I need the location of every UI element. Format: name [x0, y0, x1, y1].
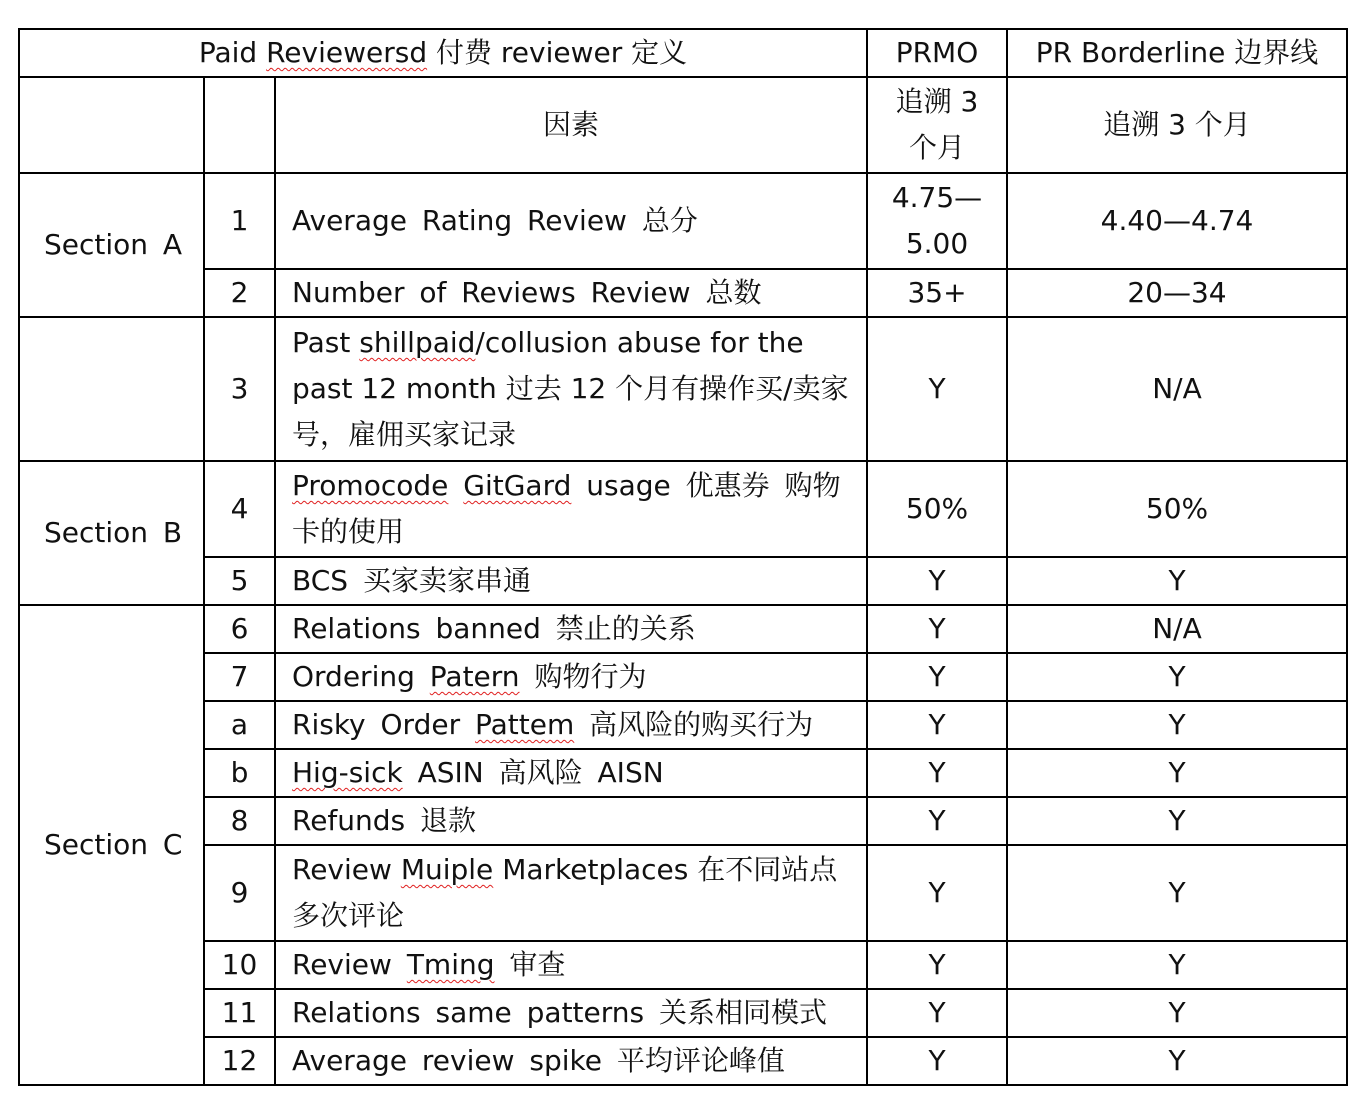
- factor-cell: Average Rating Review 总分: [275, 173, 867, 269]
- row-number: 7: [204, 653, 275, 701]
- section-b-label: Section B: [19, 461, 204, 605]
- factor-text: 审查: [509, 948, 566, 981]
- prmo-value: Y: [867, 557, 1007, 605]
- title-word-paid: Paid: [198, 36, 258, 69]
- header-row: [19, 29, 1347, 77]
- title-word-reviewersd: Reviewersd: [266, 36, 428, 69]
- document-page: [18, 28, 1348, 1086]
- borderline-value: Y: [1007, 653, 1347, 701]
- factor-text: 高风险的购买行为: [589, 708, 814, 741]
- prmo-value: Y: [867, 701, 1007, 749]
- borderline-value: Y: [1007, 845, 1347, 941]
- table-row: [19, 605, 1347, 653]
- factor-cell: [275, 941, 867, 989]
- factor-header: 因素: [275, 77, 867, 173]
- factor-misspelled-word: Muiple: [400, 853, 494, 886]
- table-row: [19, 941, 1347, 989]
- factor-text: Ordering: [292, 660, 415, 693]
- factor-misspelled-word: Patern: [429, 660, 520, 693]
- prmo-value: 35+: [867, 269, 1007, 317]
- row-number: a: [204, 701, 275, 749]
- factor-text: Review: [292, 853, 392, 886]
- row-number: 4: [204, 461, 275, 557]
- factor-cell: Refunds 退款: [275, 797, 867, 845]
- factor-cell: Relations banned 禁止的关系: [275, 605, 867, 653]
- table-row: [19, 269, 1347, 317]
- section-a-label: Section A: [19, 173, 204, 317]
- row-number: 5: [204, 557, 275, 605]
- borderline-value: Y: [1007, 1037, 1347, 1085]
- table-row: [19, 317, 1347, 461]
- borderline-value: Y: [1007, 557, 1347, 605]
- borderline-value: N/A: [1007, 605, 1347, 653]
- factor-cell: BCS 买家卖家串通: [275, 557, 867, 605]
- factor-misspelled-word: GitGard: [463, 469, 572, 502]
- table-title-cell: [19, 29, 867, 77]
- row-number: 6: [204, 605, 275, 653]
- prmo-value: 50%: [867, 461, 1007, 557]
- borderline-value: Y: [1007, 701, 1347, 749]
- empty-section-cell: [19, 317, 204, 461]
- table-row: [19, 845, 1347, 941]
- borderline-period: 追溯 3 个月: [1007, 77, 1347, 173]
- row-number: 12: [204, 1037, 275, 1085]
- factor-misspelled-word: Pattem: [475, 708, 575, 741]
- factor-text: 购物行为: [534, 660, 647, 693]
- factor-cell: [275, 317, 867, 461]
- factor-cell: Relations same patterns 关系相同模式: [275, 989, 867, 1037]
- table-row: [19, 461, 1347, 557]
- factor-cell: [275, 653, 867, 701]
- factor-misspelled-word: Tming: [406, 948, 495, 981]
- empty-cell: [204, 77, 275, 173]
- col-header-prmo: PRMO: [867, 29, 1007, 77]
- factor-text: Marketplaces 在不同站点多次评论: [292, 853, 838, 932]
- factor-cell: [275, 845, 867, 941]
- row-number: 1: [204, 173, 275, 269]
- factor-cell: [275, 461, 867, 557]
- row-number: b: [204, 749, 275, 797]
- factor-text: usage 优惠券 购物卡的使用: [292, 469, 841, 548]
- factor-cell: Number of Reviews Review 总数: [275, 269, 867, 317]
- borderline-value: 20—34: [1007, 269, 1347, 317]
- borderline-value: 50%: [1007, 461, 1347, 557]
- factor-text: Review: [292, 948, 392, 981]
- factor-misspelled-word: Promocode: [292, 469, 449, 502]
- prmo-value: Y: [867, 749, 1007, 797]
- table-row: [19, 749, 1347, 797]
- table-row: [19, 701, 1347, 749]
- table-row: [19, 797, 1347, 845]
- factor-misspelled-word: Hig-sick: [292, 756, 403, 789]
- borderline-value: Y: [1007, 941, 1347, 989]
- table-row: [19, 557, 1347, 605]
- paid-reviewer-definition-table: [18, 28, 1348, 1086]
- row-number: 3: [204, 317, 275, 461]
- row-number: 11: [204, 989, 275, 1037]
- table-row: [19, 1037, 1347, 1085]
- prmo-value: Y: [867, 317, 1007, 461]
- factor-text: /collusion abuse for the past 12 month 过去 12 个月有操作买/卖家号，雇佣买家记录: [292, 326, 849, 451]
- prmo-value: Y: [867, 941, 1007, 989]
- prmo-value: 4.75—5.00: [867, 173, 1007, 269]
- prmo-period: 追溯 3 个月: [867, 77, 1007, 173]
- row-number: 8: [204, 797, 275, 845]
- subheader-row: [19, 77, 1347, 173]
- borderline-value: Y: [1007, 749, 1347, 797]
- row-number: 10: [204, 941, 275, 989]
- empty-cell: [19, 77, 204, 173]
- factor-cell: [275, 701, 867, 749]
- title-rest: 付费 reviewer 定义: [436, 36, 688, 69]
- borderline-value: Y: [1007, 989, 1347, 1037]
- table-row: [19, 173, 1347, 269]
- section-c-label: Section C: [19, 605, 204, 1085]
- factor-text: ASIN 高风险 AISN: [417, 756, 664, 789]
- factor-cell: Average review spike 平均评论峰值: [275, 1037, 867, 1085]
- row-number: 9: [204, 845, 275, 941]
- prmo-value: Y: [867, 653, 1007, 701]
- factor-text: Past: [292, 326, 351, 359]
- prmo-value: Y: [867, 605, 1007, 653]
- prmo-value: Y: [867, 1037, 1007, 1085]
- borderline-value: 4.40—4.74: [1007, 173, 1347, 269]
- row-number: 2: [204, 269, 275, 317]
- factor-cell: [275, 749, 867, 797]
- prmo-value: Y: [867, 845, 1007, 941]
- table-row: [19, 653, 1347, 701]
- prmo-value: Y: [867, 797, 1007, 845]
- borderline-value: N/A: [1007, 317, 1347, 461]
- factor-misspelled-word: shillpaid: [359, 326, 476, 359]
- col-header-borderline: PR Borderline 边界线: [1007, 29, 1347, 77]
- prmo-value: Y: [867, 989, 1007, 1037]
- borderline-value: Y: [1007, 797, 1347, 845]
- factor-text: Risky Order: [292, 708, 461, 741]
- table-row: [19, 989, 1347, 1037]
